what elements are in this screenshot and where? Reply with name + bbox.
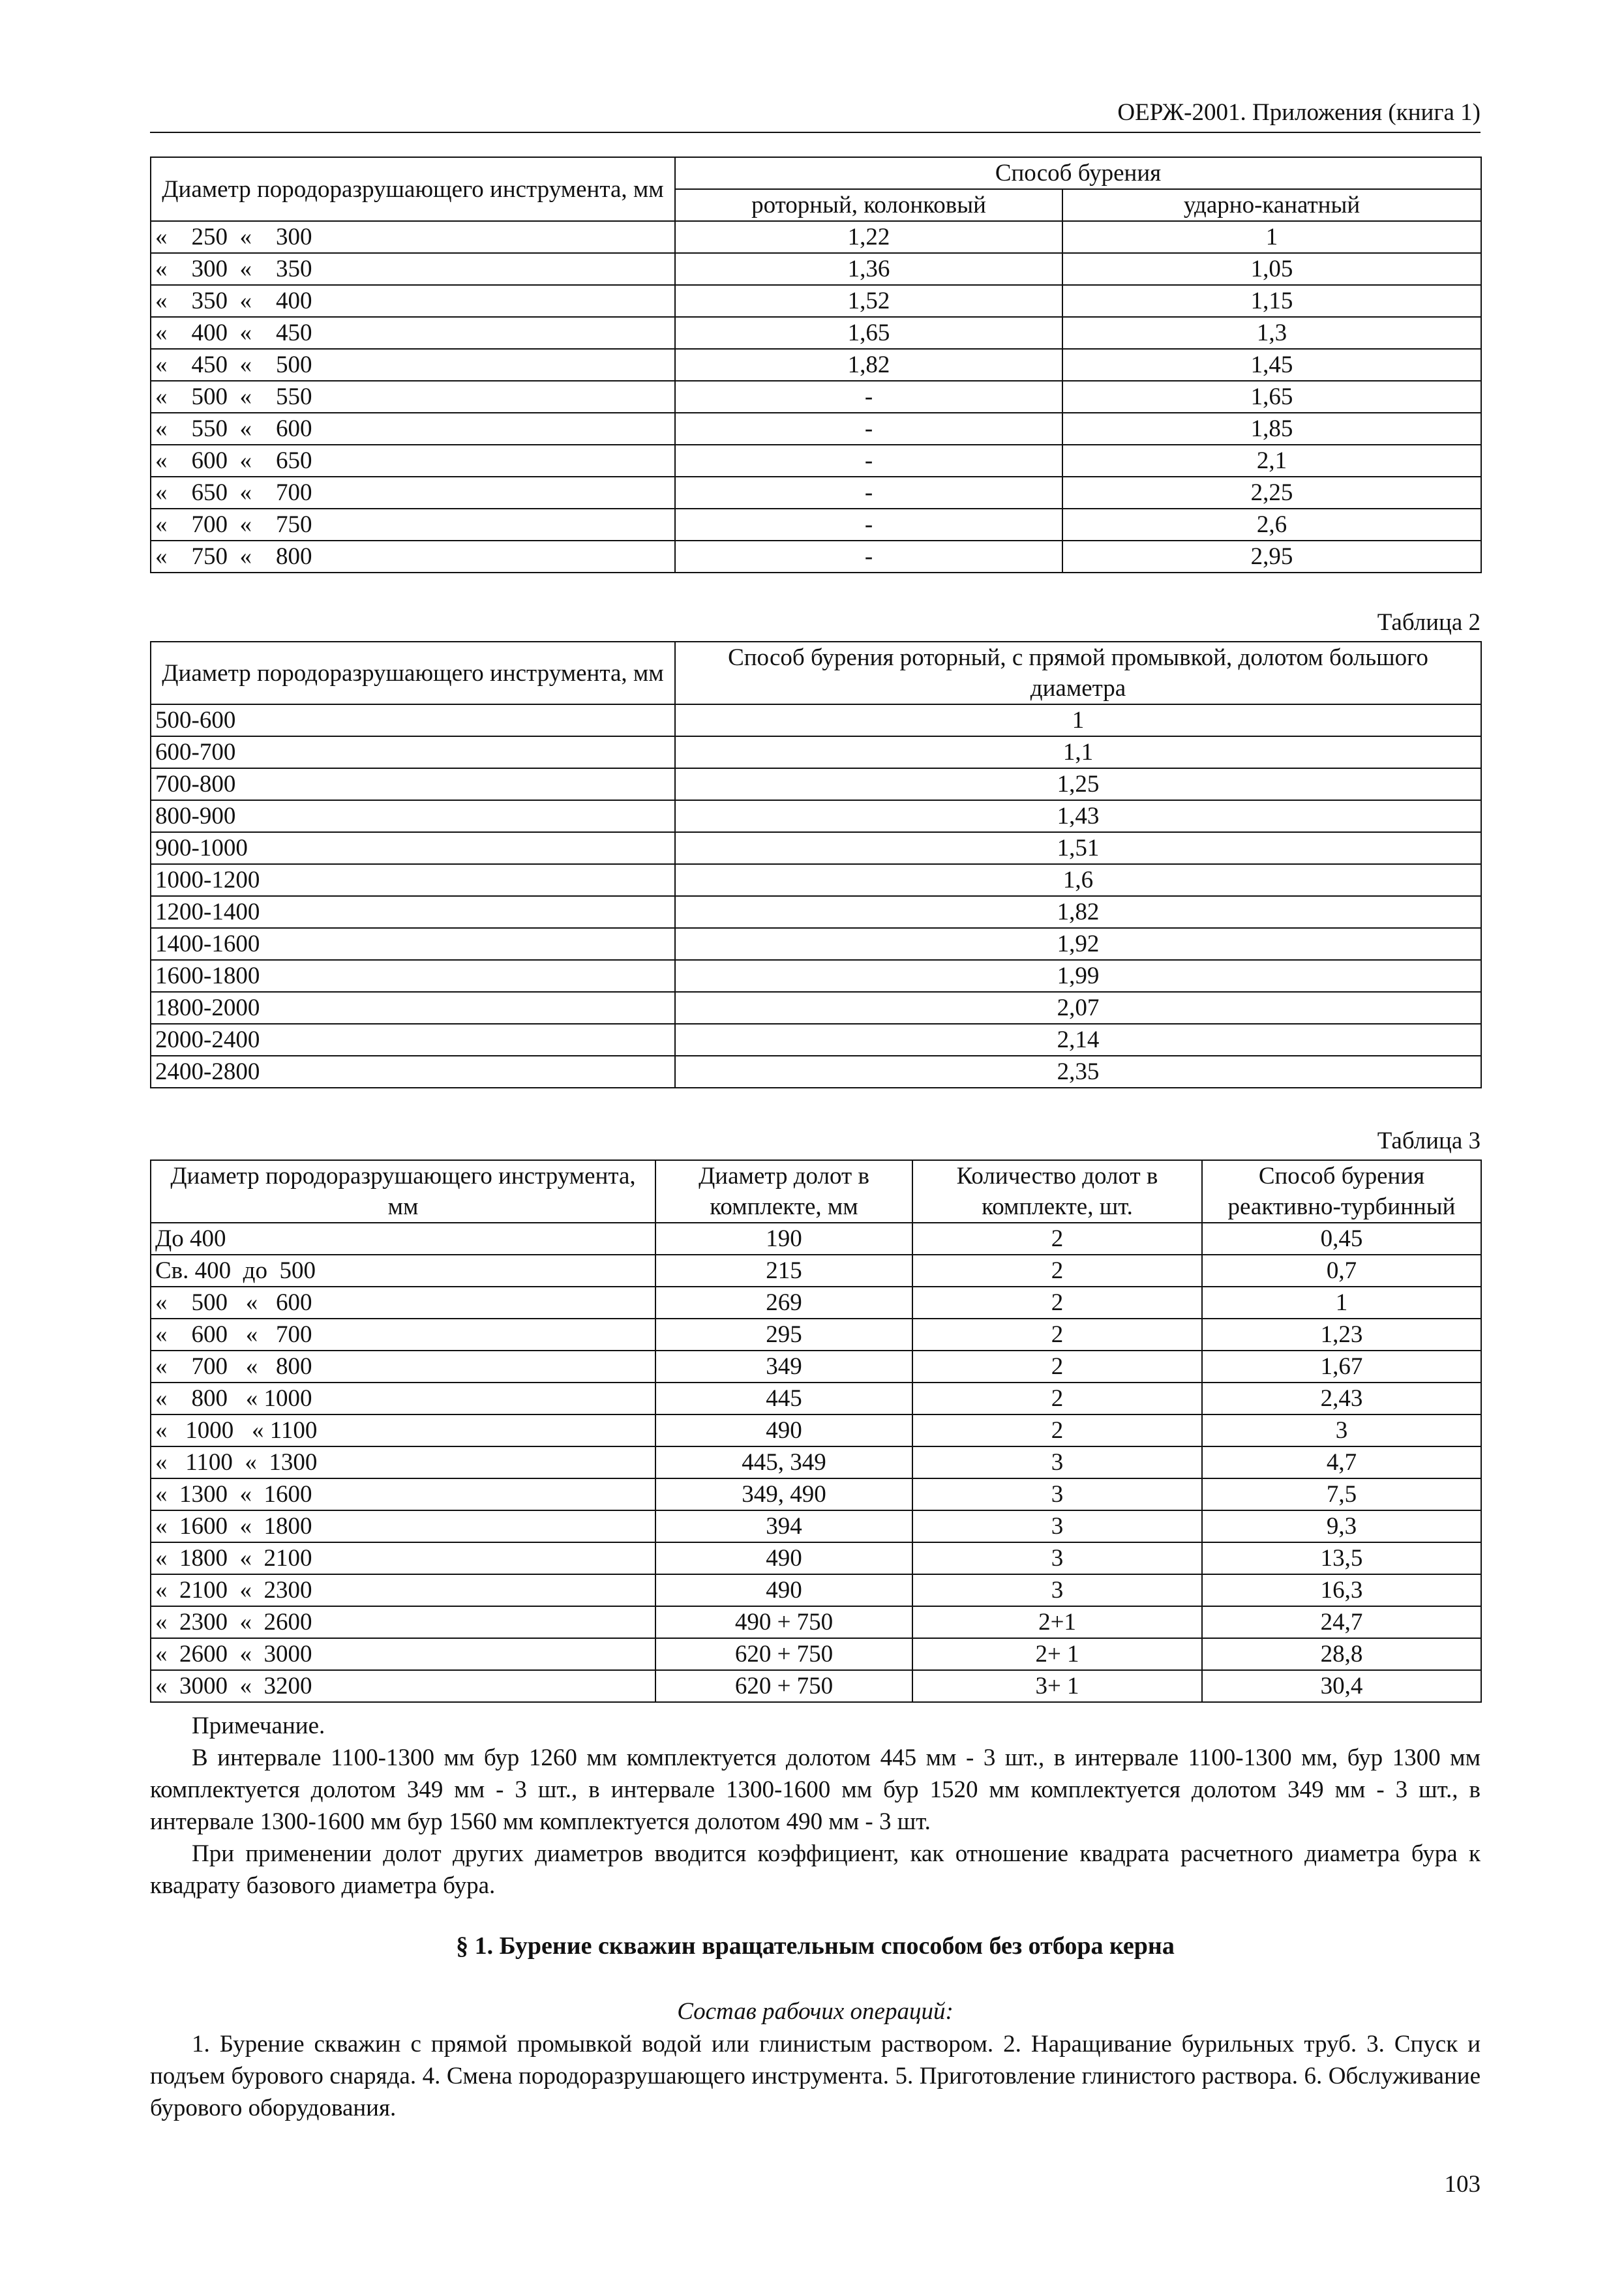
table-3-row-cell: « 2100 « 2300	[151, 1574, 655, 1606]
table-1-row-cell: -	[675, 541, 1062, 573]
table-3-row-cell: « 700 « 800	[151, 1351, 655, 1383]
table-2-row-cell: 1000-1200	[151, 864, 675, 896]
table-1-row	[151, 445, 1481, 477]
table-3-col1-header: Диаметр породоразрушающего инструмента, мм	[151, 1160, 655, 1223]
table-3-header-row	[151, 1160, 1481, 1223]
table-3-col4-header: Способ бурения реактивно-турбинный	[1202, 1160, 1481, 1223]
table-2-row-cell: 600-700	[151, 736, 675, 768]
table-3-row	[151, 1510, 1481, 1542]
table-3-row	[151, 1670, 1481, 1702]
section-subtitle: Состав рабочих операций:	[677, 1998, 954, 2025]
table-2-row	[151, 1024, 1481, 1056]
table-3-row-cell: До 400	[151, 1223, 655, 1255]
table-2-row	[151, 960, 1481, 992]
table-3-row-cell: « 1100 « 1300	[151, 1446, 655, 1478]
table-2-row-cell: 2000-2400	[151, 1024, 675, 1056]
table-3-row-cell: 620 + 750	[655, 1638, 912, 1670]
table-1-row-cell: 1,22	[675, 221, 1062, 253]
table-3-row-cell: 215	[655, 1255, 912, 1287]
table-1-row-cell: 1,05	[1062, 253, 1481, 285]
table-1-row-cell: 1,65	[675, 317, 1062, 349]
table-3-row-cell: 3	[1202, 1414, 1481, 1446]
table-3-row-cell: 349	[655, 1351, 912, 1383]
table-3-row-cell: 3	[912, 1542, 1202, 1574]
table-1-row	[151, 253, 1481, 285]
table-2-row	[151, 768, 1481, 800]
table-2-caption: Таблица 2	[1377, 609, 1481, 636]
table-1-row-cell: « 650 « 700	[151, 477, 675, 509]
table-1-row-cell: « 350 « 400	[151, 285, 675, 317]
table-3-row-cell: 28,8	[1202, 1638, 1481, 1670]
table-3-row-cell: 2	[912, 1351, 1202, 1383]
table-3-row-cell: 295	[655, 1319, 912, 1351]
table-1-row-cell: « 700 « 750	[151, 509, 675, 541]
table-1-row-cell: -	[675, 509, 1062, 541]
table-1-row-cell: « 400 « 450	[151, 317, 675, 349]
table-3-row-cell: 3+ 1	[912, 1670, 1202, 1702]
table-2-row-cell: 2,14	[675, 1024, 1481, 1056]
table-2-row-cell: 800-900	[151, 800, 675, 832]
table-3-row-cell: « 2600 « 3000	[151, 1638, 655, 1670]
table-3-row-cell: 269	[655, 1287, 912, 1319]
table-3-row	[151, 1478, 1481, 1510]
note-label: Примечание.	[192, 1713, 325, 1739]
table-1-row-cell: 2,6	[1062, 509, 1481, 541]
table-1-row-cell: « 500 « 550	[151, 381, 675, 413]
table-3-row	[151, 1446, 1481, 1478]
table-1-row-cell: -	[675, 445, 1062, 477]
table-1-row-cell: 1,82	[675, 349, 1062, 381]
table-1-row-cell: 1,52	[675, 285, 1062, 317]
table-3-row	[151, 1287, 1481, 1319]
table-2-row-cell: 2,35	[675, 1056, 1481, 1088]
table-3-row-cell: 1,67	[1202, 1351, 1481, 1383]
table-2-row	[151, 928, 1481, 960]
table-2-row-cell: 1,92	[675, 928, 1481, 960]
operations-block	[150, 2028, 1481, 2124]
table-3-row-cell: 13,5	[1202, 1542, 1481, 1574]
table-1-row	[151, 349, 1481, 381]
table-3-row-cell: 0,45	[1202, 1223, 1481, 1255]
table-1-row-cell: 1,45	[1062, 349, 1481, 381]
table-3-row-cell: 2+ 1	[912, 1638, 1202, 1670]
table-1-row-cell: « 300 « 350	[151, 253, 675, 285]
table-1-row-cell: « 750 « 800	[151, 541, 675, 573]
table-1-row	[151, 541, 1481, 573]
table-3-row-cell: 445, 349	[655, 1446, 912, 1478]
table-2-row	[151, 800, 1481, 832]
table-3-row-cell: 490 + 750	[655, 1606, 912, 1638]
table-1-row-cell: 1,15	[1062, 285, 1481, 317]
table-2-row-cell: 1400-1600	[151, 928, 675, 960]
table-2-header-row	[151, 642, 1481, 704]
table-3-row-cell: 490	[655, 1542, 912, 1574]
table-3	[150, 1159, 1482, 1703]
table-3-col3-header: Количество долот в комплекте, шт.	[912, 1160, 1202, 1223]
table-3-row	[151, 1319, 1481, 1351]
table-2-row-cell: 1800-2000	[151, 992, 675, 1024]
table-1-col2-header: роторный, колонковый	[675, 189, 1062, 221]
table-3-row-cell: 0,7	[1202, 1255, 1481, 1287]
table-1-row	[151, 381, 1481, 413]
table-3-row-cell: 30,4	[1202, 1670, 1481, 1702]
table-2-row-cell: 1,43	[675, 800, 1481, 832]
table-3-row-cell: 16,3	[1202, 1574, 1481, 1606]
table-1-row-cell: 2,25	[1062, 477, 1481, 509]
table-1-row-cell: -	[675, 381, 1062, 413]
table-2-row-cell: 1,1	[675, 736, 1481, 768]
table-3-row	[151, 1414, 1481, 1446]
table-2-row-cell: 500-600	[151, 704, 675, 736]
table-1-row-cell: 2,1	[1062, 445, 1481, 477]
table-2-col1-header: Диаметр породоразрушающего инструмента, мм	[151, 642, 675, 704]
table-3-row	[151, 1638, 1481, 1670]
table-3-row-cell: « 500 « 600	[151, 1287, 655, 1319]
table-3-row-cell: 4,7	[1202, 1446, 1481, 1478]
table-3-row-cell: 2	[912, 1287, 1202, 1319]
table-2-row-cell: 700-800	[151, 768, 675, 800]
table-2-row-cell: 1200-1400	[151, 896, 675, 928]
table-3-row-cell: 3	[912, 1574, 1202, 1606]
table-1-header-row	[151, 157, 1481, 189]
table-1-row	[151, 509, 1481, 541]
table-1-row-cell: « 450 « 500	[151, 349, 675, 381]
table-3-row-cell: 9,3	[1202, 1510, 1481, 1542]
operations-paragraph: 1. Бурение скважин с прямой промывкой водой или глинистым раствором. 2. Наращивание бурильных труб. 3. Спуск и подъем бурового снаряда. 4. Смена породоразрушающего инструмента. 5. Приготовление глинистого раствора. 6. Обслуживание бурового оборудования.	[150, 2031, 1481, 2121]
table-3-row-cell: 3	[912, 1446, 1202, 1478]
table-3-row	[151, 1383, 1481, 1414]
table-1-row	[151, 285, 1481, 317]
table-3-row-cell: 24,7	[1202, 1606, 1481, 1638]
table-2-row-cell: 1,6	[675, 864, 1481, 896]
table-1-row-cell: 1,65	[1062, 381, 1481, 413]
table-2-row-cell: 2,07	[675, 992, 1481, 1024]
table-3-row	[151, 1606, 1481, 1638]
table-1-row	[151, 477, 1481, 509]
table-3-row-cell: 190	[655, 1223, 912, 1255]
table-3-row	[151, 1542, 1481, 1574]
table-2-row	[151, 896, 1481, 928]
note-paragraph-1: В интервале 1100-1300 мм бур 1260 мм комплектуется долотом 445 мм - 3 шт., в интервале 1100-1300 мм, бур 1300 мм комплектуется долотом 349 мм - 3 шт., в интервале 1300-1600 мм бур 1520 мм комплектуется долотом 349 мм - 3 шт., в интервале 1300-1600 мм бур 1560 мм комплектуется долотом 490 мм - 3 шт.	[150, 1744, 1481, 1835]
table-3-row-cell: 2	[912, 1414, 1202, 1446]
table-3-col2-header: Диаметр долот в комплекте, мм	[655, 1160, 912, 1223]
page-number: 103	[1444, 2171, 1481, 2198]
table-3-row-cell: 3	[912, 1478, 1202, 1510]
table-2-row-cell: 1,25	[675, 768, 1481, 800]
table-1-row-cell: 1,3	[1062, 317, 1481, 349]
table-1-row	[151, 413, 1481, 445]
table-1-row-cell: -	[675, 477, 1062, 509]
table-3-row-cell: « 800 « 1000	[151, 1383, 655, 1414]
table-1-row	[151, 221, 1481, 253]
table-3-row-cell: 2,43	[1202, 1383, 1481, 1414]
table-3-row-cell: « 600 « 700	[151, 1319, 655, 1351]
table-3-row-cell: 1,23	[1202, 1319, 1481, 1351]
table-3-row	[151, 1255, 1481, 1287]
table-2-row-cell: 1,99	[675, 960, 1481, 992]
table-1-row-cell: 2,95	[1062, 541, 1481, 573]
table-2-row-cell: 1	[675, 704, 1481, 736]
table-3-caption: Таблица 3	[1377, 1128, 1481, 1154]
note-paragraph-2: При применении долот других диаметров вводится коэффициент, как отношение квадрата расчетного диаметра бура к квадрату базового диаметра бура.	[150, 1840, 1481, 1899]
table-1-col1-header: Диаметр породоразрушающего инструмента, мм	[151, 157, 675, 221]
table-3-row-cell: 2	[912, 1383, 1202, 1414]
table-2	[150, 641, 1482, 1088]
table-3-row-cell: « 3000 « 3200	[151, 1670, 655, 1702]
table-3-row-cell: 490	[655, 1574, 912, 1606]
table-2-row-cell: 2400-2800	[151, 1056, 675, 1088]
running-header: ОЕРЖ-2001. Приложения (книга 1)	[150, 98, 1481, 133]
table-3-row-cell: 2	[912, 1319, 1202, 1351]
table-2-row	[151, 864, 1481, 896]
table-3-row-cell: 2	[912, 1255, 1202, 1287]
table-1-row	[151, 317, 1481, 349]
table-3-row-cell: 1	[1202, 1287, 1481, 1319]
table-3-row-cell: 3	[912, 1510, 1202, 1542]
table-3-row-cell: « 1300 « 1600	[151, 1478, 655, 1510]
table-3-row-cell: « 2300 « 2600	[151, 1606, 655, 1638]
table-3-row-cell: 490	[655, 1414, 912, 1446]
table-1-group-header: Способ бурения	[675, 157, 1481, 189]
section-title: § 1. Бурение скважин вращательным способом без отбора керна	[456, 1932, 1175, 1960]
table-1-row-cell: -	[675, 413, 1062, 445]
table-1-row-cell: « 600 « 650	[151, 445, 675, 477]
table-1	[150, 157, 1482, 573]
table-1-row-cell: 1	[1062, 221, 1481, 253]
table-3-row-cell: « 1800 « 2100	[151, 1542, 655, 1574]
table-3-row-cell: 349, 490	[655, 1478, 912, 1510]
table-2-row-cell: 900-1000	[151, 832, 675, 864]
table-2-row	[151, 1056, 1481, 1088]
table-3-row-cell: 620 + 750	[655, 1670, 912, 1702]
table-1-col3-header: ударно-канатный	[1062, 189, 1481, 221]
table-1-row-cell: 1,36	[675, 253, 1062, 285]
table-2-row-cell: 1,82	[675, 896, 1481, 928]
table-2-col2-header: Способ бурения роторный, с прямой промывкой, долотом большого диаметра	[675, 642, 1481, 704]
table-3-row-cell: Св. 400 до 500	[151, 1255, 655, 1287]
table-2-row	[151, 736, 1481, 768]
table-1-row-cell: « 550 « 600	[151, 413, 675, 445]
table-3-row-cell: « 1600 « 1800	[151, 1510, 655, 1542]
table-3-row-cell: 2	[912, 1223, 1202, 1255]
table-2-row	[151, 832, 1481, 864]
table-3-row	[151, 1223, 1481, 1255]
table-1-row-cell: 1,85	[1062, 413, 1481, 445]
notes-block	[150, 1710, 1481, 1902]
table-3-row-cell: 7,5	[1202, 1478, 1481, 1510]
table-3-row-cell: 2+1	[912, 1606, 1202, 1638]
table-2-row	[151, 992, 1481, 1024]
table-3-row-cell: 445	[655, 1383, 912, 1414]
table-3-row	[151, 1351, 1481, 1383]
table-1-row-cell: « 250 « 300	[151, 221, 675, 253]
table-2-row	[151, 704, 1481, 736]
table-3-row-cell: 394	[655, 1510, 912, 1542]
table-3-row-cell: « 1000 « 1100	[151, 1414, 655, 1446]
table-3-row	[151, 1574, 1481, 1606]
table-2-row-cell: 1,51	[675, 832, 1481, 864]
table-2-row-cell: 1600-1800	[151, 960, 675, 992]
